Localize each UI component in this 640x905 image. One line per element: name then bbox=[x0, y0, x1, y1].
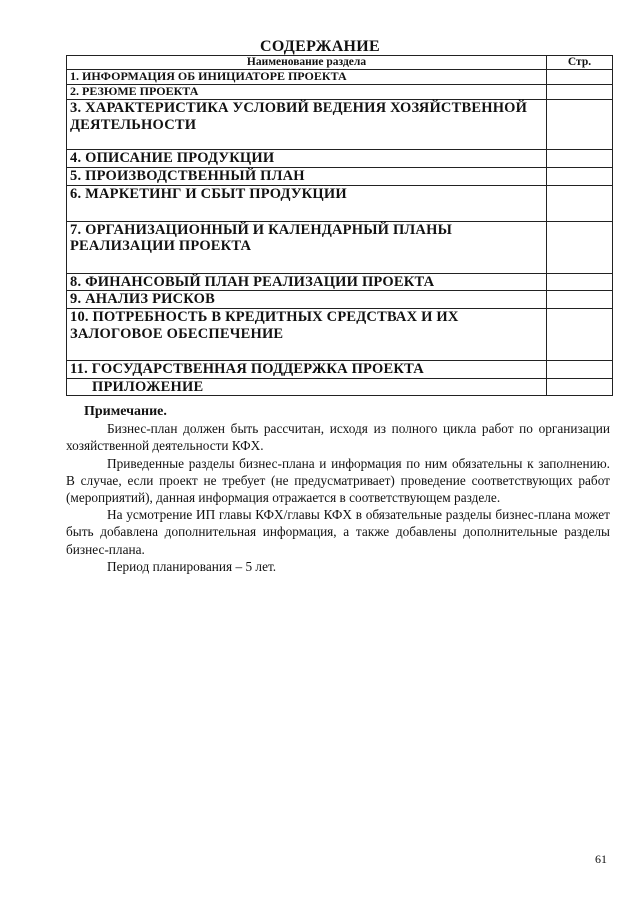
page-cell bbox=[547, 273, 613, 291]
note-paragraph: На усмотрение ИП главы КФХ/главы КФХ в обязательные разделы бизнес-плана может быть добавлена дополнительная информация, а также добавлены дополнительные разделы бизнес-плана. bbox=[66, 507, 610, 557]
page-cell bbox=[547, 221, 613, 273]
table-row bbox=[67, 150, 613, 168]
page-cell bbox=[547, 291, 613, 309]
page-cell bbox=[547, 150, 613, 168]
note-paragraph: Бизнес-план должен быть рассчитан, исходя из полного цикла работ по организации хозяйственной деятельности КФХ. bbox=[66, 421, 610, 454]
page-cell bbox=[547, 185, 613, 221]
page-cell bbox=[547, 70, 613, 85]
section-title: 1. ИНФОРМАЦИЯ ОБ ИНИЦИАТОРЕ ПРОЕКТА bbox=[67, 70, 547, 85]
table-row bbox=[67, 378, 613, 396]
section-title: 5. ПРОИЗВОДСТВЕННЫЙ ПЛАН bbox=[67, 167, 547, 185]
table-row bbox=[67, 70, 613, 85]
section-title: 6. МАРКЕТИНГ И СБЫТ ПРОДУКЦИИ bbox=[67, 185, 547, 221]
section-title: 4. ОПИСАНИЕ ПРОДУКЦИИ bbox=[67, 150, 547, 168]
page-number: 61 bbox=[595, 852, 607, 866]
page-cell bbox=[547, 308, 613, 360]
section-title: ПРИЛОЖЕНИЕ bbox=[67, 378, 547, 396]
section-title: 9. АНАЛИЗ РИСКОВ bbox=[67, 291, 547, 309]
table-row bbox=[67, 167, 613, 185]
page-title: СОДЕРЖАНИЕ bbox=[259, 38, 381, 55]
note-paragraph: Период планирования – 5 лет. bbox=[107, 558, 277, 574]
section-title: 10. ПОТРЕБНОСТЬ В КРЕДИТНЫХ СРЕДСТВАХ И ИХ ЗАЛОГОВОЕ ОБЕСПЕЧЕНИЕ bbox=[67, 308, 547, 360]
page-cell bbox=[547, 100, 613, 150]
table-row bbox=[67, 308, 613, 360]
page-cell bbox=[547, 85, 613, 100]
section-title: 7. ОРГАНИЗАЦИОННЫЙ И КАЛЕНДАРНЫЙ ПЛАНЫ РЕАЛИЗАЦИИ ПРОЕКТА bbox=[67, 221, 547, 273]
table-row bbox=[67, 185, 613, 221]
table-row bbox=[67, 221, 613, 273]
page-cell bbox=[547, 167, 613, 185]
table-row bbox=[67, 291, 613, 309]
table-header-row bbox=[67, 56, 613, 70]
section-title: 3. ХАРАКТЕРИСТИКА УСЛОВИЙ ВЕДЕНИЯ ХОЗЯЙСТВЕННОЙ ДЕЯТЕЛЬНОСТИ bbox=[67, 100, 547, 150]
section-title: 8. ФИНАНСОВЫЙ ПЛАН РЕАЛИЗАЦИИ ПРОЕКТА bbox=[67, 273, 547, 291]
column-header-section-name: Наименование раздела bbox=[67, 56, 547, 70]
table-row bbox=[67, 100, 613, 150]
page-cell bbox=[547, 378, 613, 396]
notes-block bbox=[66, 403, 610, 575]
page-cell bbox=[547, 360, 613, 378]
contents-table bbox=[66, 55, 613, 396]
note-paragraph: Приведенные разделы бизнес-плана и информация по ним обязательны к заполнению. В случае, если проект не требует (не предусматривает) проведение соответствующих работ (мероприятий), данная информация отражается в соответствующем разделе. bbox=[66, 455, 610, 506]
notes-heading: Примечание. bbox=[84, 404, 167, 419]
section-title: 2. РЕЗЮМЕ ПРОЕКТА bbox=[67, 85, 547, 100]
section-title: 11. ГОСУДАРСТВЕННАЯ ПОДДЕРЖКА ПРОЕКТА bbox=[67, 360, 547, 378]
table-row bbox=[67, 360, 613, 378]
table-row bbox=[67, 273, 613, 291]
column-header-page: Стр. bbox=[547, 56, 613, 70]
table-row bbox=[67, 85, 613, 100]
